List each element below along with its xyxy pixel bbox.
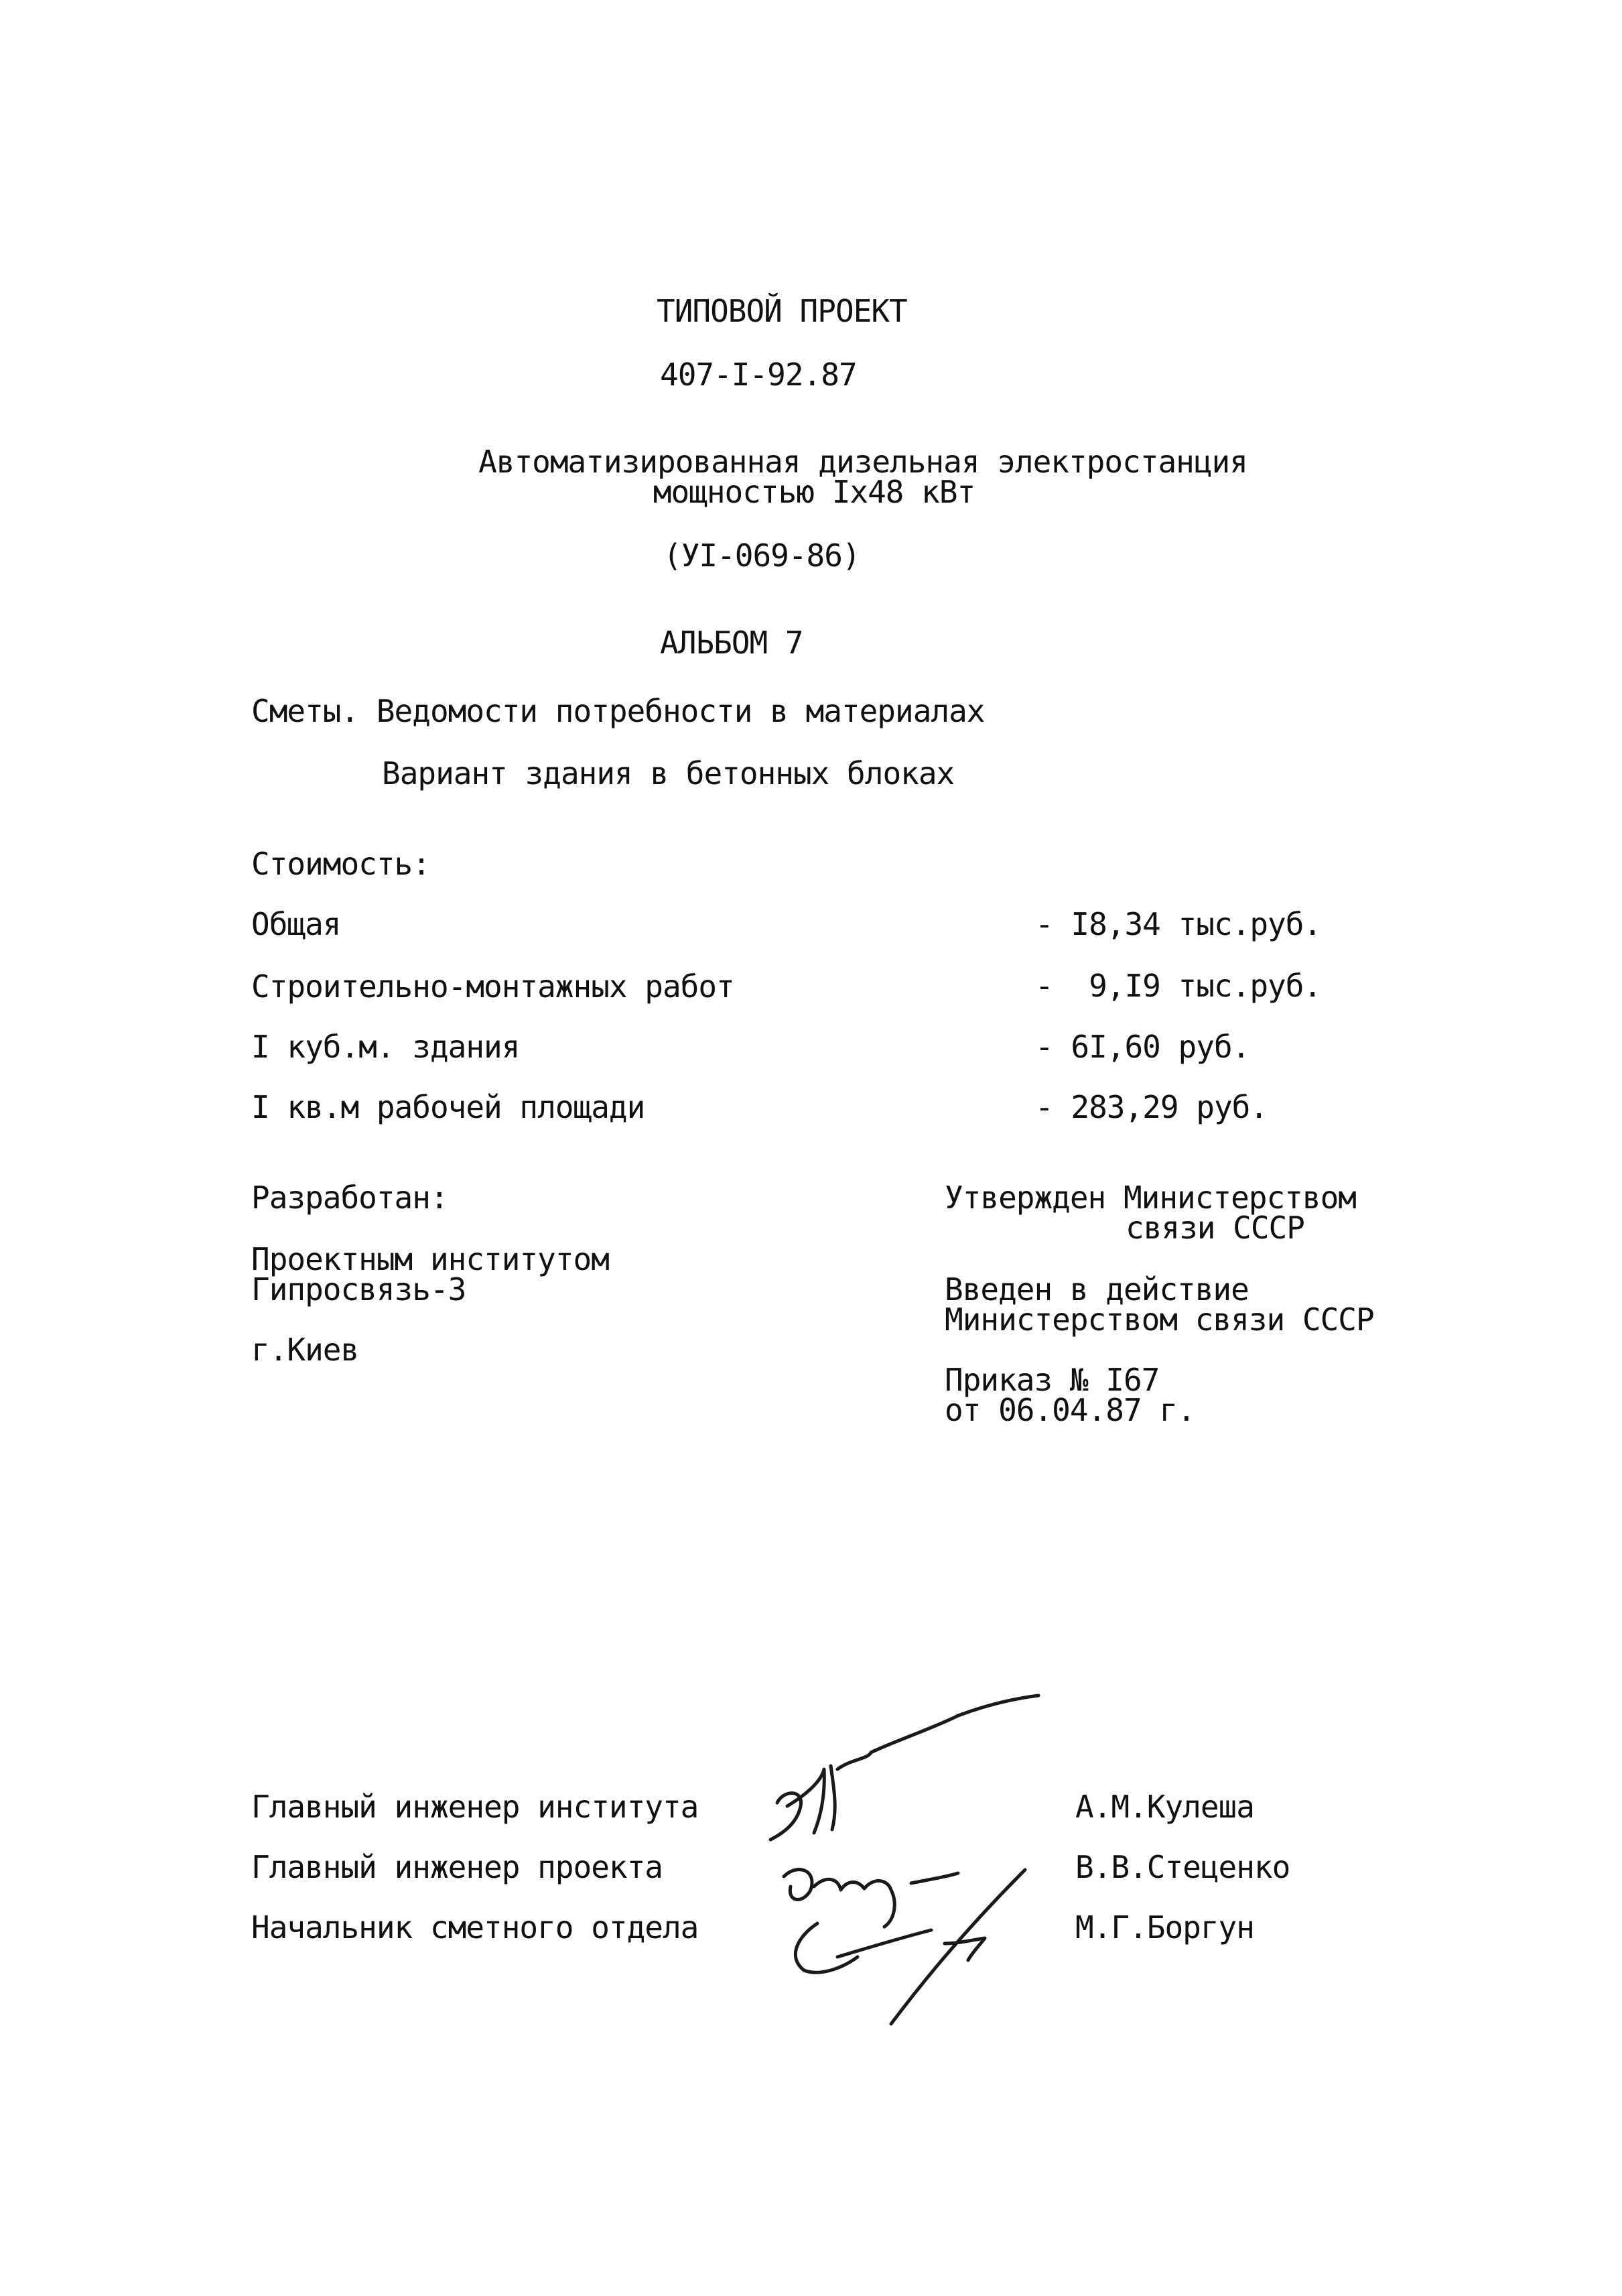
title-line2: мощностью Iх48 кВт	[653, 474, 975, 510]
handwritten-signatures-icon	[757, 1689, 1105, 2037]
cost-label-area: I кв.м рабочей площади	[251, 1089, 645, 1125]
cost-value-area: - 283,29 руб.	[1035, 1089, 1268, 1125]
project-code: (УI-069-86)	[663, 537, 860, 574]
project-number: 407-I-92.87	[660, 357, 857, 393]
order-line1: Приказ № I67	[945, 1362, 1160, 1398]
signature-role-institute: Главный инженер института	[251, 1789, 699, 1825]
developer-heading: Разработан:	[251, 1179, 448, 1216]
signature-name-project: В.В.Стеценко	[1075, 1849, 1290, 1885]
order-line2: от 06.04.87 г.	[945, 1392, 1195, 1428]
cost-value-total: - I8,34 тыс.руб.	[1035, 906, 1322, 942]
signature-role-project: Главный инженер проекта	[251, 1849, 663, 1885]
album-number: АЛЬБОМ 7	[660, 625, 803, 661]
cost-label-total: Общая	[251, 906, 341, 942]
developer-line1: Проектным институтом	[251, 1241, 609, 1277]
cost-label-cubic: I куб.м. здания	[251, 1029, 520, 1065]
signature-role-estimate: Начальник сметного отдела	[251, 1909, 699, 1946]
enacted-line1: Введен в действие	[945, 1271, 1249, 1308]
title-line1: Автоматизированная дизельная электростанция	[478, 444, 1247, 480]
signature-name-estimate: М.Г.Боргун	[1075, 1909, 1254, 1946]
developer-city: г.Киев	[251, 1332, 359, 1368]
enacted-line2: Министерством связи СССР	[945, 1301, 1374, 1338]
approved-line1: Утвержден Министерством	[945, 1179, 1356, 1216]
developer-line2: Гипросвязь-3	[251, 1271, 466, 1308]
cost-value-cubic: - 6I,60 руб.	[1035, 1029, 1250, 1065]
subtitle-line1: Сметы. Ведомости потребности в материалах	[251, 693, 985, 729]
approved-line2: связи СССР	[1126, 1210, 1304, 1246]
cost-value-construction: - 9,I9 тыс.руб.	[1035, 968, 1322, 1004]
cost-label-construction: Строительно-монтажных работ	[251, 968, 734, 1005]
signature-name-institute: А.М.Кулеша	[1075, 1789, 1254, 1825]
cost-heading: Стоимость:	[251, 846, 430, 882]
doc-type: ТИПОВОЙ ПРОЕКТ	[657, 293, 907, 329]
subtitle-line2: Вариант здания в бетонных блоках	[382, 755, 955, 791]
